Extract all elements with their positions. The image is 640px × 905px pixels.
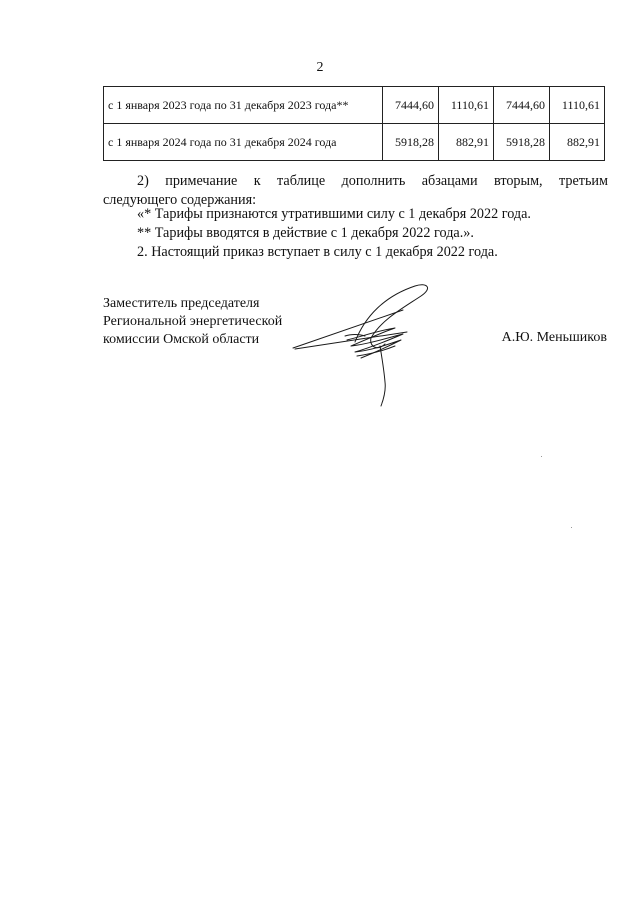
scan-artifact [571, 527, 572, 528]
signer-position [103, 295, 282, 349]
scan-artifact [541, 456, 542, 457]
table-cell-value: 5918,28 [383, 124, 439, 161]
handwritten-signature [285, 282, 445, 408]
signer-position-line: комиссии Омской области [103, 332, 260, 347]
table-cell-value: 882,91 [550, 124, 605, 161]
note-second: ** Тарифы вводятся в действие с 1 декабря 2022 года.». [137, 225, 474, 241]
table-cell-value: 7444,60 [493, 87, 549, 124]
table-row [104, 87, 605, 124]
table-cell-value: 882,91 [439, 124, 494, 161]
table-row [104, 124, 605, 161]
table-cell-period: с 1 января 2024 года по 31 декабря 2024 года [104, 124, 383, 161]
note-first: «* Тарифы признаются утратившими силу с 1 декабря 2022 года. [137, 206, 531, 222]
table-cell-value: 5918,28 [493, 124, 549, 161]
table-cell-value: 1110,61 [439, 87, 494, 124]
table-cell-value: 7444,60 [383, 87, 439, 124]
paragraph-amendment-line2: следующего содержания: [103, 192, 257, 208]
signer-position-line: Заместитель председателя [103, 296, 260, 311]
paragraph-amendment-line1: 2) примечание к таблице дополнить абзацами вторым, третьим [137, 173, 608, 189]
table-cell-value: 1110,61 [550, 87, 605, 124]
table-cell-period: с 1 января 2023 года по 31 декабря 2023 года** [104, 87, 383, 124]
paragraph-effective-date: 2. Настоящий приказ вступает в силу с 1 декабря 2022 года. [137, 244, 498, 260]
tariff-table [103, 86, 605, 161]
signer-name: А.Ю. Меньшиков [501, 330, 607, 345]
page-number: 2 [316, 60, 324, 75]
signer-position-line: Региональной энергетической [103, 314, 283, 329]
